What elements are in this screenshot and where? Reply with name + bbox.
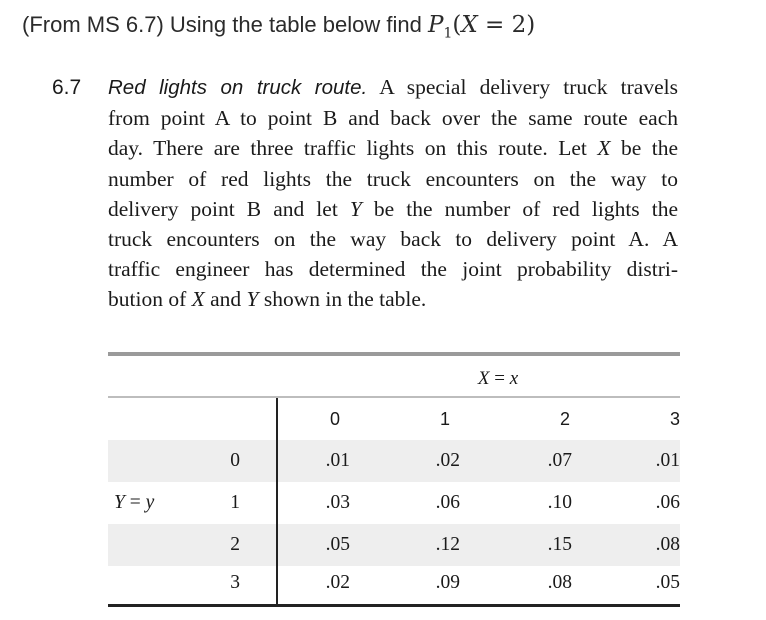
- table-row: [108, 562, 680, 604]
- table-row: [108, 482, 680, 524]
- table-cell: .05: [325, 534, 350, 555]
- problem-line-1: Red lights on truck route. A special delivery truck travels: [108, 75, 678, 99]
- problem-line-7: traffic engineer has determined the joint probability distri-: [108, 257, 678, 282]
- table-bottom-rule: [108, 604, 680, 607]
- problem-text: [108, 72, 678, 315]
- table-cell: .08: [547, 572, 572, 593]
- table-cell: .09: [435, 572, 460, 593]
- table-cell: .05: [655, 572, 680, 593]
- table-cell: .06: [435, 492, 460, 513]
- column-header-label: X = x: [477, 368, 519, 389]
- table-cell: .03: [325, 492, 350, 513]
- question-math: $P_1(X = 2)$: [427, 12, 536, 42]
- table-row: [108, 440, 680, 482]
- problem-line-5: delivery point B and let Y be the number of red lights the: [108, 196, 678, 221]
- table-cell: .06: [655, 492, 680, 513]
- table-cell: .01: [325, 450, 350, 471]
- problem-line-3: day. There are three traffic lights on this route. Let X be the: [108, 136, 678, 161]
- table-row: [108, 524, 680, 566]
- problem-line-2: from point A to point B and back over the same route each: [108, 106, 678, 131]
- question-prefix: (From MS 6.7) Using the table below find: [22, 12, 428, 37]
- question-heading: [22, 12, 535, 42]
- row-y-value: 2: [230, 534, 240, 555]
- column-values-row: [108, 398, 680, 440]
- problem-line-8: bution of X and Y shown in the table.: [108, 287, 427, 312]
- row-y-value: 3: [230, 572, 240, 593]
- column-value: 3: [669, 409, 680, 429]
- table-cell: .07: [547, 450, 572, 471]
- table-cell: .08: [655, 534, 680, 555]
- table-cell: .10: [547, 492, 572, 513]
- table-cell: .12: [435, 534, 460, 555]
- row-header-label: Y = y: [114, 492, 155, 513]
- column-value: 2: [559, 409, 570, 429]
- problem-number: 6.7: [52, 76, 82, 99]
- table-cell: .01: [655, 450, 680, 471]
- table-cell: .15: [547, 534, 572, 555]
- table-cell: .02: [435, 450, 460, 471]
- joint-probability-table: [108, 352, 680, 608]
- table-top-rule: [108, 352, 680, 356]
- row-y-value: 0: [230, 450, 240, 471]
- table-vertical-divider: [276, 398, 278, 604]
- column-value: 0: [329, 409, 340, 429]
- row-y-value: 1: [230, 492, 240, 513]
- column-value: 1: [439, 409, 450, 429]
- table-cell: .02: [325, 572, 350, 593]
- problem-title: Red lights on truck route.: [108, 76, 368, 99]
- problem-line-6: truck encounters on the way back to delivery point A. A: [108, 227, 678, 252]
- problem-line-4: number of red lights the truck encounters on the way to: [108, 166, 678, 191]
